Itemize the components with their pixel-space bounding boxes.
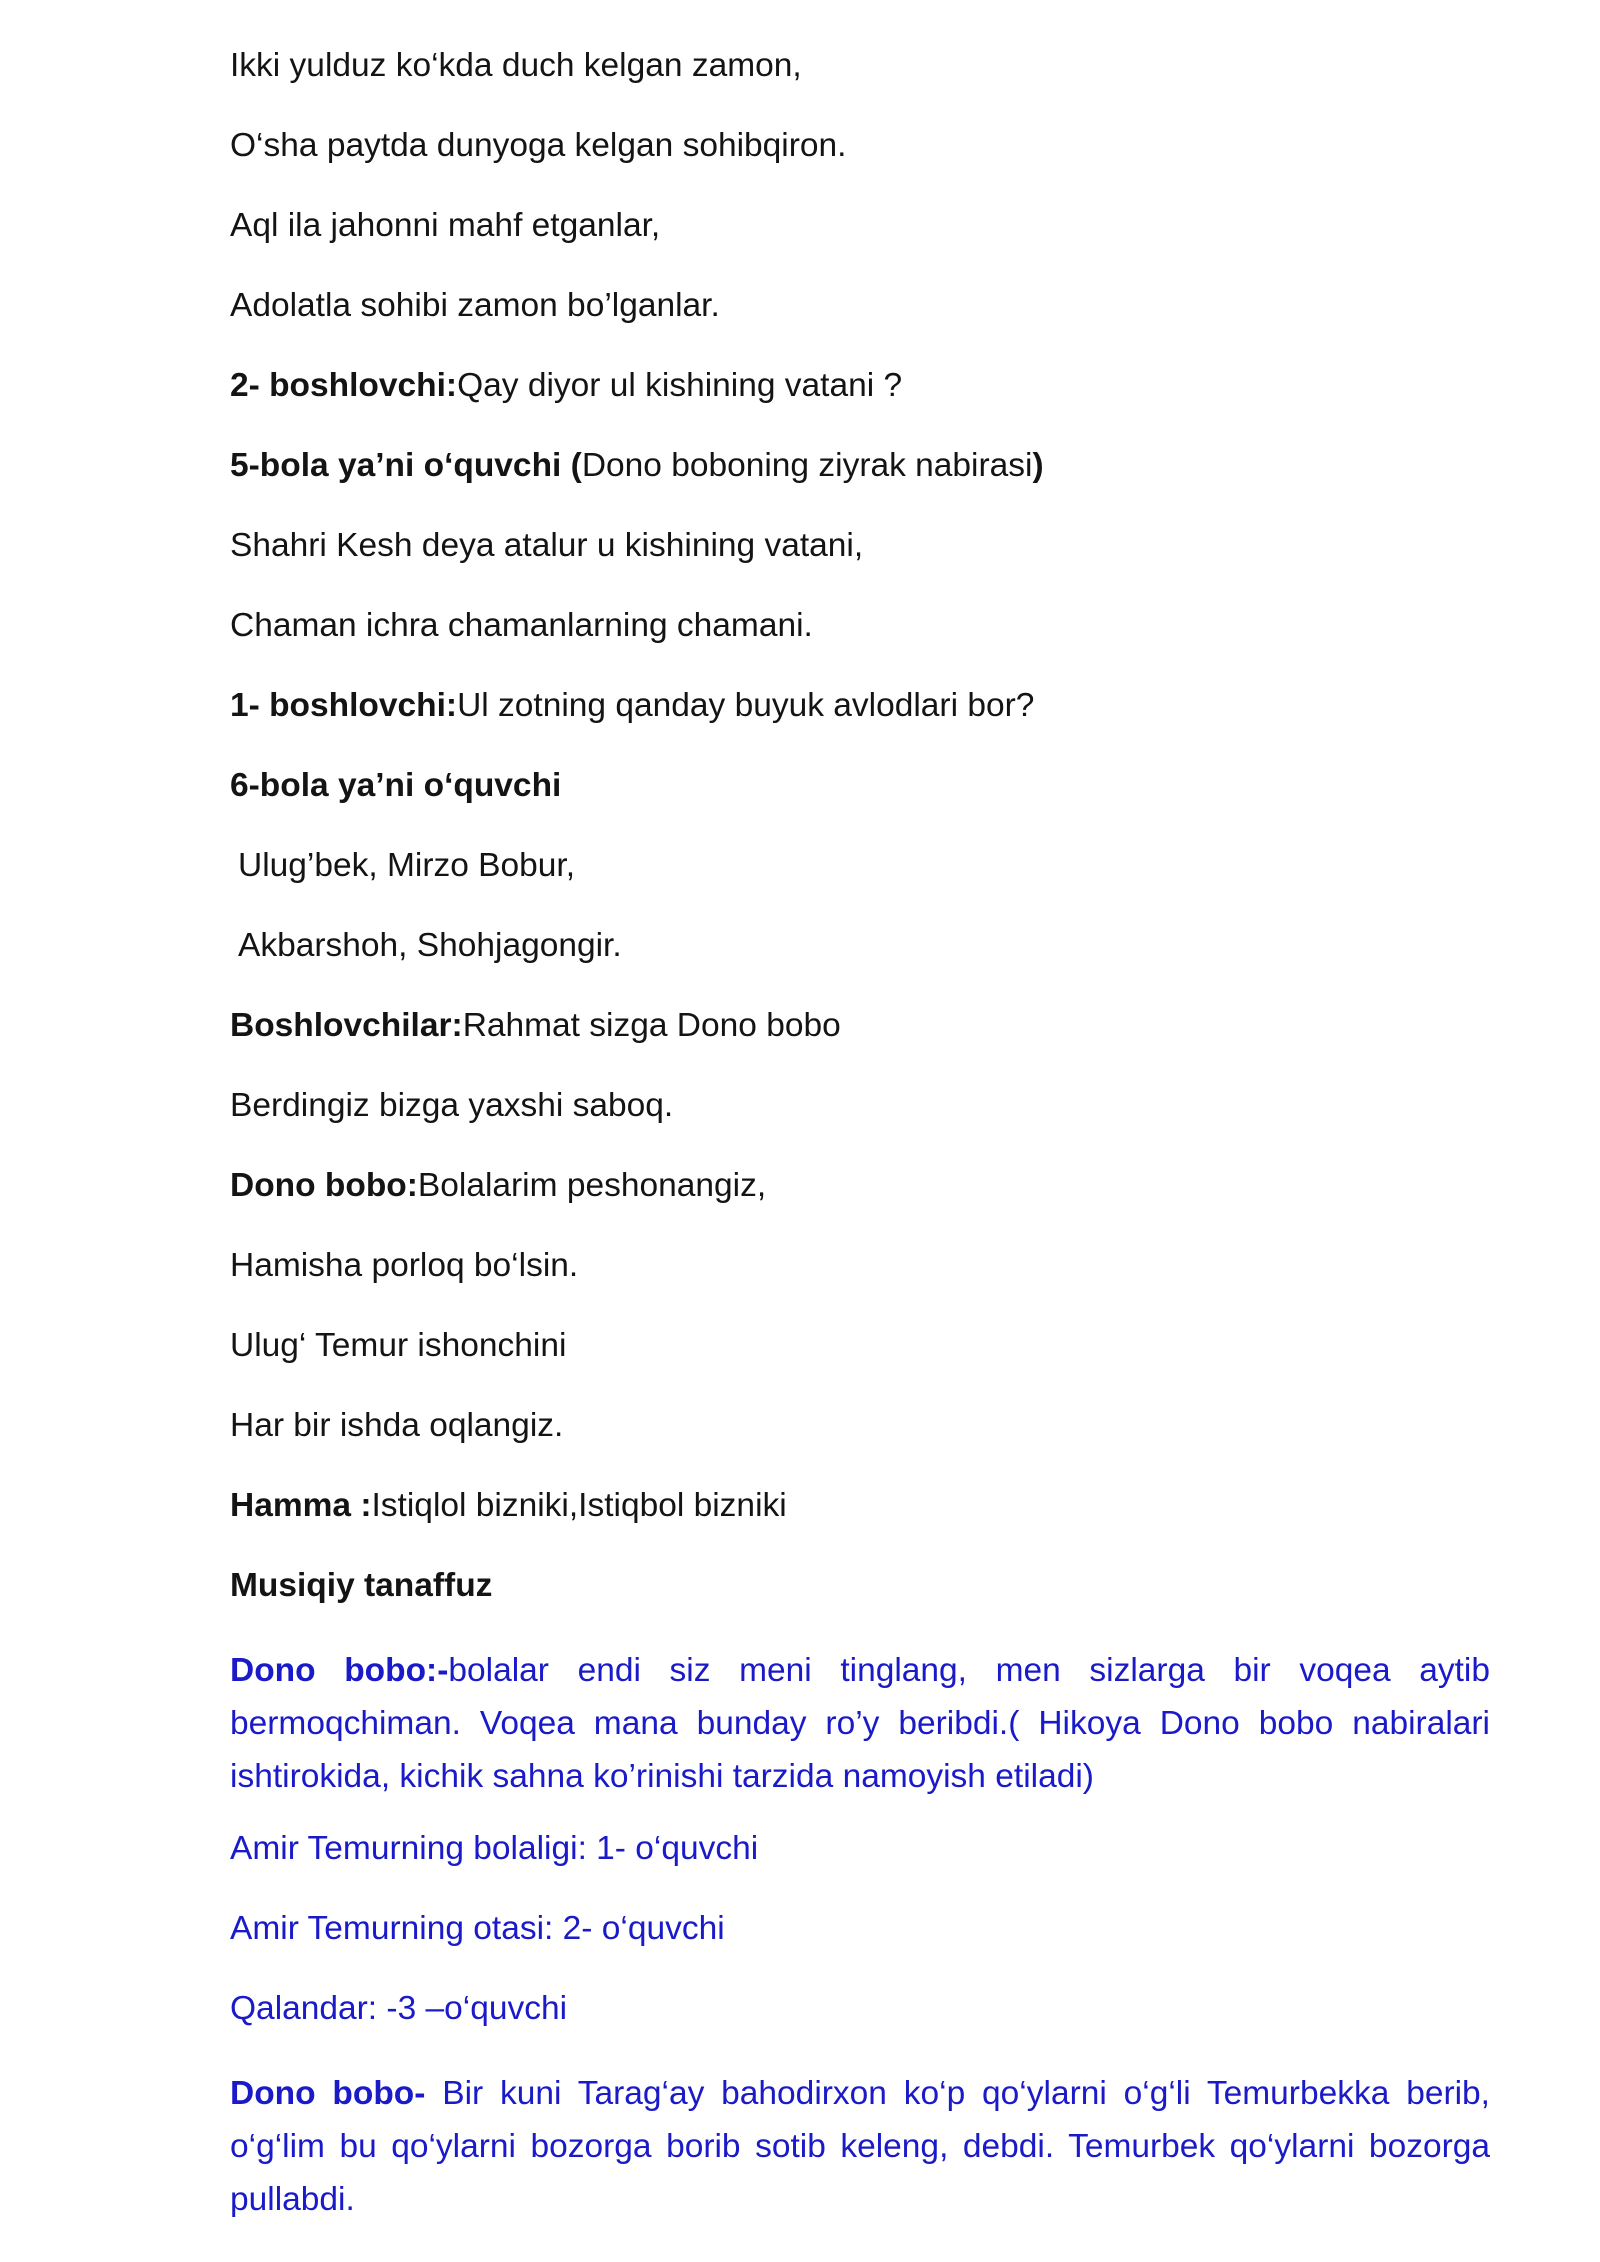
speaker-label: Dono bobo: (230, 1167, 418, 1204)
speaker-label: Boshlovchilar: (230, 1007, 463, 1044)
speaker-line: 5-bola ya’ni o‘quvchi (Dono boboning ziyrak nabirasi) (230, 447, 1044, 484)
speaker-line: Dono bobo:Bolalarim peshonangiz, (230, 1167, 767, 1204)
cast-line: Amir Temurning otasi: 2- o‘quvchi (230, 1910, 725, 1947)
speaker-label: 2- boshlovchi: (230, 367, 458, 404)
cast-line: Qalandar: -3 –o‘quvchi (230, 1990, 568, 2027)
verse-line: Aql ila jahonni mahf etganlar, (230, 207, 661, 244)
verse-line: Har bir ishda oqlangiz. (230, 1407, 564, 1444)
speaker-line: 2- boshlovchi:Qay diyor ul kishining vatani ? (230, 367, 903, 404)
speaker-label: 5-bola ya’ni o‘quvchi ( (230, 447, 582, 484)
speaker-line: Boshlovchilar:Rahmat sizga Dono bobo (230, 1007, 841, 1044)
speaker-line: Hamma :Istiqlol bizniki,Istiqbol bizniki (230, 1487, 787, 1524)
speaker-label: Dono bobo- (230, 2075, 426, 2112)
verse-line: Ulug‘ Temur ishonchini (230, 1327, 567, 1364)
narration-paragraph: Dono bobo- Bir kuni Tarag‘ay bahodirxon ko‘p qo‘ylarni o‘g‘li Temurbekka berib, o‘g‘lim bu qo‘ylarni bozorga borib sotib keleng, debdi. Temurbek qo‘ylarni bozorga pullabdi. (230, 2075, 1490, 2218)
verse-line: Chaman ichra chamanlarning chamani. (230, 607, 813, 644)
speaker-line: 1- boshlovchi:Ul zotning qanday buyuk avlodlari bor? (230, 687, 1035, 724)
verse-line: Akbarshoh, Shohjagongir. (238, 927, 622, 964)
document-page (230, 44, 1490, 2250)
verse-line: O‘sha paytda dunyoga kelgan sohibqiron. (230, 127, 847, 164)
speaker-label: 6-bola ya’ni o‘quvchi (230, 767, 562, 804)
verse-line: Ikki yulduz ko‘kda duch kelgan zamon, (230, 47, 802, 84)
verse-line: Ulug’bek, Mirzo Bobur, (238, 847, 576, 884)
verse-line: Shahri Kesh deya atalur u kishining vatani, (230, 527, 864, 564)
speaker-label: Hamma : (230, 1487, 372, 1524)
speaker-label: Dono bobo:- (230, 1652, 449, 1689)
section-heading: Musiqiy tanaffuz (230, 1567, 493, 1604)
speaker-label: 1- boshlovchi: (230, 687, 458, 724)
speaker-line (230, 764, 1490, 808)
narration-paragraph: Dono bobo:-bolalar endi siz meni tinglang, men sizlarga bir voqea aytib bermoqchiman. Voqea mana bunday ro’y beribdi.( Hikoya Dono bobo nabiralari ishtirokida, kichik sahna ko’rinishi tarzida namoyish etiladi) (230, 1652, 1490, 1795)
verse-line: Berdingiz bizga yaxshi saboq. (230, 1087, 674, 1124)
verse-line: Hamisha porloq bo‘lsin. (230, 1247, 579, 1284)
cast-line: Amir Temurning bolaligi: 1- o‘quvchi (230, 1830, 759, 1867)
verse-line: Adolatla sohibi zamon bo’lganlar. (230, 287, 720, 324)
